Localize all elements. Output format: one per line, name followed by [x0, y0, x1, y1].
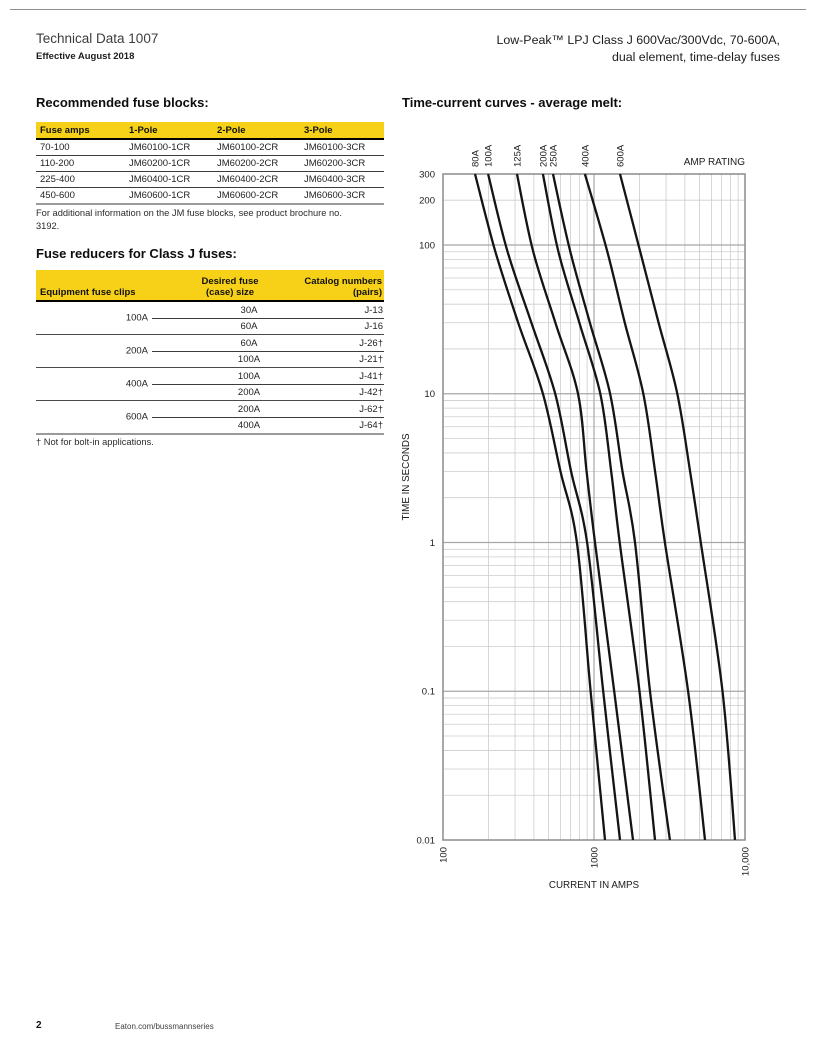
product-title-line1: Low-Peak™ LPJ Class J 600Vac/300Vdc, 70-600A, — [496, 33, 780, 47]
column-header: Fuse amps — [40, 124, 90, 136]
y-axis-title: TIME IN SECONDS — [401, 433, 412, 521]
col-header-desired-fuse-size: Desired fuse (case) size — [201, 276, 259, 298]
fuse-curve-200A — [543, 174, 655, 840]
y-tick-label: 100 — [419, 240, 435, 252]
fuse-blocks-note: For additional information on the JM fuse blocks, see product brochure no. 3192. — [36, 208, 342, 231]
fuse-reducers-table — [36, 270, 384, 435]
page-number: 2 — [36, 1020, 42, 1031]
doc-subtitle: Effective August 2018 — [36, 51, 135, 62]
curve-label-600A: 600A — [615, 144, 627, 167]
catalog-number: J-16 — [364, 320, 383, 332]
col-header-equipment-fuse-clips: Equipment fuse clips — [40, 287, 136, 298]
table-row — [36, 139, 384, 156]
curve-label-125A: 125A — [512, 144, 524, 167]
table-cell: 450-600 — [40, 190, 75, 201]
table-cell: JM60600-2CR — [217, 190, 279, 201]
curve-label-400A: 400A — [580, 144, 592, 167]
curve-label-200A: 200A — [538, 144, 550, 167]
catalog-number: J-26† — [359, 337, 383, 349]
desired-fuse-size: 100A — [237, 353, 261, 365]
product-title-line2: dual element, time-delay fuses — [611, 50, 780, 64]
desired-fuse-size: 400A — [237, 419, 261, 431]
table-cell: JM60200-2CR — [217, 158, 279, 169]
fuse-reducers-header-row — [36, 270, 384, 302]
catalog-number: J-42† — [359, 386, 383, 398]
y-tick-label: 0.1 — [421, 686, 435, 698]
x-tick-label: 1000 — [589, 847, 601, 869]
table-cell: JM60400-2CR — [217, 174, 279, 185]
x-axis-title: CURRENT IN AMPS — [548, 880, 640, 891]
col-header-catalog-numbers: Catalog numbers (pairs) — [304, 276, 382, 298]
column-header: 2-Pole — [217, 124, 246, 136]
fuse-reducers-heading: Fuse reducers for Class J fuses: — [36, 246, 237, 261]
group-inner-separator — [152, 417, 384, 418]
y-tick-label: 0.01 — [416, 835, 435, 847]
desired-fuse-size: 60A — [240, 337, 258, 349]
reducer-group — [36, 302, 384, 335]
footer-url: Eaton.com/bussmannseries — [115, 1022, 214, 1031]
table-cell: JM60600-3CR — [304, 190, 366, 201]
column-header: 3-Pole — [304, 124, 333, 136]
fuse-reducers-footnote: † Not for bolt-in applications. — [36, 437, 154, 447]
desired-fuse-size: 100A — [237, 370, 261, 382]
y-tick-label: 1 — [429, 537, 435, 549]
doc-title: Technical Data 1007 — [36, 31, 159, 46]
fuse-curve-100A — [488, 174, 620, 840]
equipment-fuse-clip-label: 600A — [125, 411, 148, 423]
time-current-chart — [395, 130, 807, 915]
fuse-blocks-table — [36, 122, 384, 205]
y-tick-label: 10 — [424, 389, 435, 401]
column-header: 1-Pole — [129, 124, 158, 136]
catalog-number: J-41† — [359, 370, 383, 382]
desired-fuse-size: 60A — [240, 320, 258, 332]
desired-fuse-size: 200A — [237, 386, 261, 398]
group-inner-separator — [152, 318, 384, 319]
equipment-fuse-clip-label: 100A — [125, 312, 148, 324]
y-tick-label: 200 — [419, 195, 435, 207]
curve-label-80A: 80A — [470, 150, 482, 167]
table-cell: JM60400-1CR — [129, 174, 191, 185]
equipment-fuse-clip-label: 400A — [125, 378, 148, 390]
desired-fuse-size: 200A — [237, 403, 261, 415]
y-tick-label: 300 — [419, 169, 435, 181]
group-inner-separator — [152, 384, 384, 385]
table-cell: 225-400 — [40, 174, 75, 185]
group-inner-separator — [152, 351, 384, 352]
fuse-curve-600A — [620, 174, 735, 840]
time-current-chart-svg — [395, 130, 807, 910]
top-rule — [10, 9, 806, 10]
table-cell: JM60200-1CR — [129, 158, 191, 169]
chart-heading: Time-current curves - average melt: — [402, 95, 623, 110]
table-row — [36, 172, 384, 188]
reducer-group — [36, 401, 384, 435]
table-row — [36, 188, 384, 205]
reducer-group — [36, 335, 384, 368]
curve-label-250A: 250A — [548, 144, 560, 167]
fuse-blocks-heading: Recommended fuse blocks: — [36, 95, 209, 110]
catalog-number: J-13 — [364, 304, 383, 316]
catalog-number: J-62† — [359, 403, 383, 415]
reducer-group — [36, 368, 384, 401]
desired-fuse-size: 30A — [240, 304, 258, 316]
table-cell: JM60600-1CR — [129, 190, 191, 201]
table-cell: 70-100 — [40, 142, 70, 153]
product-title — [496, 32, 780, 66]
x-tick-label: 10,000 — [740, 847, 752, 877]
amp-rating-label: AMP RATING — [683, 157, 745, 168]
catalog-number: J-64† — [359, 419, 383, 431]
equipment-fuse-clip-label: 200A — [125, 345, 148, 357]
x-tick-label: 100 — [438, 847, 450, 863]
table-cell: JM60100-2CR — [217, 142, 279, 153]
table-row — [36, 156, 384, 172]
table-cell: JM60100-3CR — [304, 142, 366, 153]
table-cell: 110-200 — [40, 158, 75, 169]
table-cell: JM60400-3CR — [304, 174, 366, 185]
table-cell: JM60200-3CR — [304, 158, 366, 169]
fuse-blocks-header-row — [36, 122, 384, 139]
table-cell: JM60100-1CR — [129, 142, 191, 153]
curve-label-100A: 100A — [483, 144, 495, 167]
catalog-number: J-21† — [359, 353, 383, 365]
